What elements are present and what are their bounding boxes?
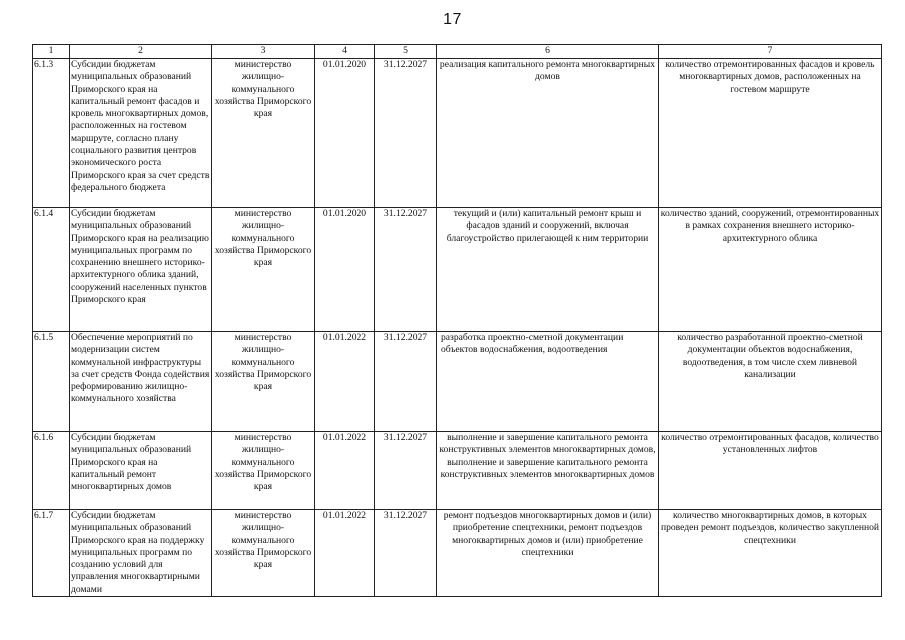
header-row	[33, 45, 882, 59]
column-header: 2	[70, 45, 212, 59]
row-number: 6.1.7	[33, 510, 70, 597]
expected-result: реализация капитального ремонта многоквартирных домов	[437, 59, 659, 208]
measure-name: Субсидии бюджетам муниципальных образований Приморского края на капитальный ремонт фасадов и кровель многоквартирных домов, расположенных на гостевом маршруте, согласно плану социального развития центров экономического роста Приморского края за счет средств федерального бюджета	[70, 59, 212, 208]
measure-name: Субсидии бюджетам муниципальных образований Приморского края на капитальный ремонт многоквартирных домов	[70, 432, 212, 510]
executor: министерство жилищно-коммунального хозяйства Приморского края	[212, 208, 315, 332]
row-number: 6.1.3	[33, 59, 70, 208]
expected-result: выполнение и завершение капитального ремонта конструктивных элементов многоквартирных домов, выполнение и завершение капитального ремонта конструктивных элементов многоквартирных домов	[437, 432, 659, 510]
end-date: 31.12.2027	[375, 510, 437, 597]
column-header: 7	[659, 45, 882, 59]
measure-name: Субсидии бюджетам муниципальных образований Приморского края на поддержку муниципальных программ по созданию условий для управления многоквартирными домами	[70, 510, 212, 597]
table-row	[33, 332, 882, 432]
column-header: 3	[212, 45, 315, 59]
expected-result: разработка проектно-сметной документации объектов водоснабжения, водоотведения	[437, 332, 659, 432]
measure-name: Обеспечение мероприятий по модернизации систем коммунальной инфраструктуры за счет средств Фонда содействия реформированию жилищно-коммунального хозяйства	[70, 332, 212, 432]
start-date: 01.01.2020	[315, 208, 375, 332]
page-number: 17	[443, 11, 462, 28]
start-date: 01.01.2020	[315, 59, 375, 208]
table-row	[33, 208, 882, 332]
end-date: 31.12.2027	[375, 332, 437, 432]
measure-name: Субсидии бюджетам муниципальных образований Приморского края на реализацию муниципальных программ по сохранению внешнего историко-архитектурного облика зданий, сооружений населенных пунктов Приморского края	[70, 208, 212, 332]
row-number: 6.1.6	[33, 432, 70, 510]
start-date: 01.01.2022	[315, 332, 375, 432]
executor: министерство жилищно-коммунального хозяйства Приморского края	[212, 59, 315, 208]
measures-table	[32, 44, 882, 597]
expected-result: текущий и (или) капитальный ремонт крыш и фасадов зданий и сооружений, включая благоустройство прилегающей к ним территории	[437, 208, 659, 332]
indicator: количество отремонтированных фасадов и кровель многоквартирных домов, расположенных на гостевом маршруте	[659, 59, 882, 208]
start-date: 01.01.2022	[315, 432, 375, 510]
indicator: количество разработанной проектно-сметной документации объектов водоснабжения, водоотведения, в том числе схем ливневой канализации	[659, 332, 882, 432]
end-date: 31.12.2027	[375, 208, 437, 332]
table-row	[33, 510, 882, 597]
executor: министерство жилищно-коммунального хозяйства Приморского края	[212, 510, 315, 597]
indicator: количество отремонтированных фасадов, количество установленных лифтов	[659, 432, 882, 510]
column-header: 4	[315, 45, 375, 59]
executor: министерство жилищно-коммунального хозяйства Приморского края	[212, 332, 315, 432]
expected-result: ремонт подъездов многоквартирных домов и (или) приобретение спецтехники, ремонт подъездов многоквартирных домов и (или) приобретение спецтехники	[437, 510, 659, 597]
indicator: количество многоквартирных домов, в которых проведен ремонт подъездов, количество закупленной спецтехники	[659, 510, 882, 597]
executor: министерство жилищно-коммунального хозяйства Приморского края	[212, 432, 315, 510]
end-date: 31.12.2027	[375, 432, 437, 510]
end-date: 31.12.2027	[375, 59, 437, 208]
indicator: количество зданий, сооружений, отремонтированных в рамках сохранения внешнего историко-архитектурного облика	[659, 208, 882, 332]
row-number: 6.1.5	[33, 332, 70, 432]
table-row	[33, 432, 882, 510]
column-header: 6	[437, 45, 659, 59]
row-number: 6.1.4	[33, 208, 70, 332]
column-header: 5	[375, 45, 437, 59]
table-row	[33, 59, 882, 208]
start-date: 01.01.2022	[315, 510, 375, 597]
column-header: 1	[33, 45, 70, 59]
